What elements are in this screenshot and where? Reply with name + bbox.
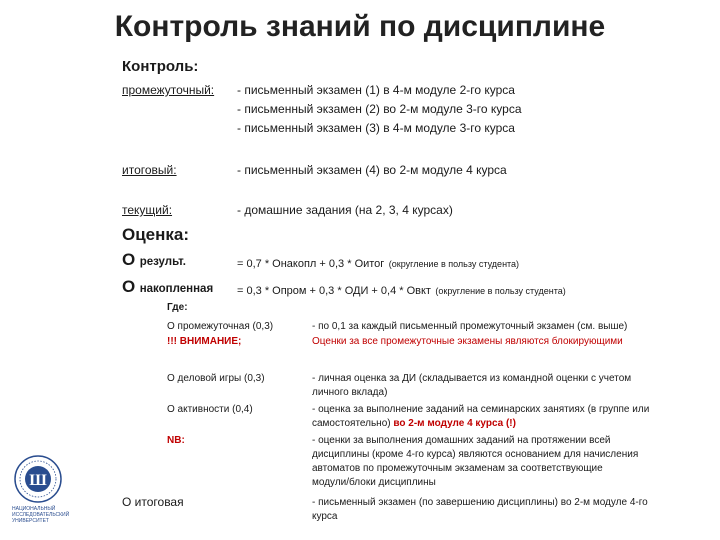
- accum-o: O: [122, 277, 136, 296]
- nb-name: NB:: [167, 435, 185, 446]
- result-term: [122, 250, 186, 270]
- result-sub: результ.: [139, 256, 186, 268]
- result-note: (округление в пользу студента): [388, 259, 520, 269]
- interim-label: промежуточный:: [122, 83, 215, 97]
- current-label: текущий:: [122, 203, 173, 217]
- interim-item-1: - письменный экзамен (1) в 4-м модуле 2-го курса: [237, 83, 515, 97]
- accum-sub: накопленная: [139, 283, 214, 295]
- nb-desc-4: модули/блоки дисциплины: [312, 477, 436, 488]
- university-logo-icon: [14, 455, 62, 503]
- logo-letters: Ш: [29, 472, 47, 489]
- where-heading: Где:: [167, 302, 188, 313]
- grade-heading: Оценка:: [122, 225, 190, 244]
- interim-item-3: - письменный экзамен (3) в 4-м модуле 3-го курса: [237, 121, 515, 135]
- nb-desc-3: автоматов по промежуточным экзаменам за соответствующие: [312, 463, 603, 474]
- game-desc-1: - личная оценка за ДИ (складывается из командной оценки с учетом: [312, 373, 632, 384]
- page-title: Контроль знаний по дисциплине: [114, 10, 606, 43]
- logo-caption: НАЦИОНАЛЬНЫЙ ИССЛЕДОВАТЕЛЬСКИЙ УНИВЕРСИТЕТ: [12, 506, 70, 524]
- result-o: O: [122, 250, 136, 269]
- final-label: итоговый:: [122, 163, 177, 177]
- activity-desc-red: во 2-м модуле 4 курса (!): [393, 418, 516, 429]
- accum-formula-line: [237, 281, 566, 299]
- activity-desc-2: самостоятельно): [312, 418, 391, 429]
- game-name: О деловой игры (0,3): [167, 373, 265, 384]
- interim-warning: !!! ВНИМАНИЕ;: [167, 336, 242, 347]
- final-grade-name: О итоговая: [122, 495, 184, 509]
- activity-desc-1: - оценка за выполнение заданий на семинарских занятиях (в группе или: [312, 404, 650, 415]
- interim-name: О промежуточная (0,3): [167, 321, 274, 332]
- activity-name: О активности (0,4): [167, 404, 253, 415]
- game-desc-2: личного вклада): [312, 387, 388, 398]
- result-formula-line: [237, 254, 519, 272]
- final-grade-desc-1: - письменный экзамен (по завершению дисциплины) во 2-м модуле 4-го: [312, 497, 648, 508]
- result-formula: = 0,7 * Онакопл + 0,3 * Оитог: [237, 258, 385, 270]
- nb-desc-2: дисциплины (кроме 4-го курса) являются основанием для начисления: [312, 449, 639, 460]
- control-heading: Контроль:: [122, 58, 199, 75]
- nb-desc-1: - оценки за выполнения домашних заданий на протяжении всей: [312, 435, 611, 446]
- accum-term: [122, 277, 213, 297]
- final-grade-desc-2: курса: [312, 511, 338, 522]
- final-item: - письменный экзамен (4) во 2-м модуле 4 курса: [237, 163, 507, 177]
- interim-desc-red: Оценки за все промежуточные экзамены являются блокирующими: [312, 336, 623, 347]
- accum-formula: = 0,3 * Опром + 0,3 * ОДИ + 0,4 * Овкт: [237, 285, 431, 297]
- accum-note: (округление в пользу студента): [435, 286, 566, 296]
- interim-desc: - по 0,1 за каждый письменный промежуточный экзамен (см. выше): [312, 321, 628, 332]
- current-item: - домашние задания (на 2, 3, 4 курсах): [237, 203, 453, 217]
- activity-desc-line-2: [312, 418, 516, 429]
- interim-item-2: - письменный экзамен (2) во 2-м модуле 3-го курса: [237, 102, 522, 116]
